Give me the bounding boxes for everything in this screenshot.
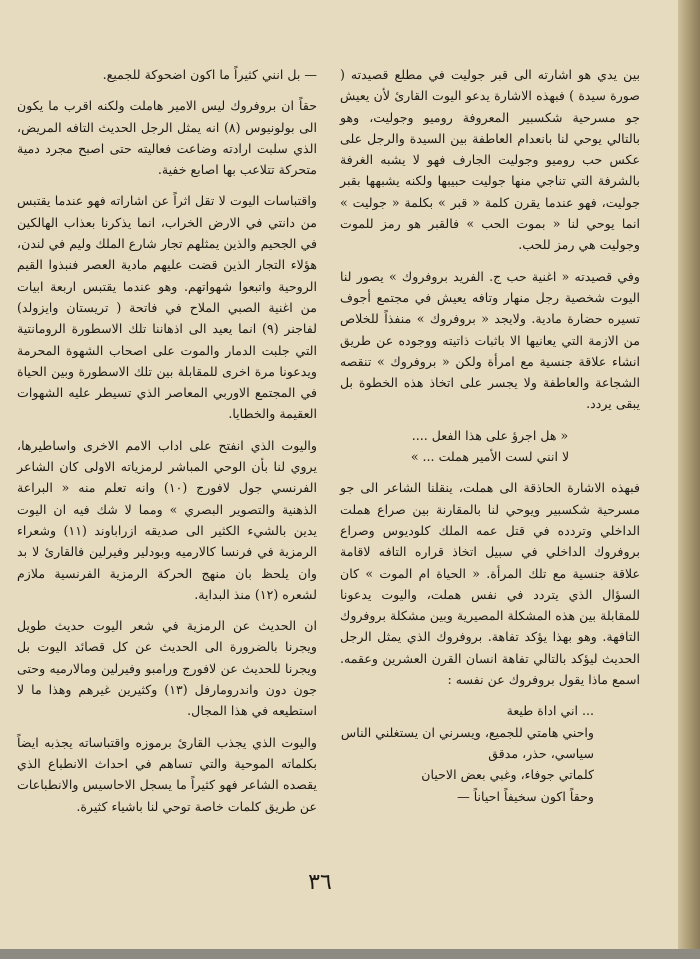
paragraph: واليوت الذي انفتح على اداب الامم الاخرى واساطيرها، يروي لنا بأن الوحي المباشر لرمزياته الاولى كان الشاعر الفرنسي جول لافورج (١٠) وانه تعلم منه « البراعة الذهنية والتصوير البصري » ومما لا شك فيه ان اليوت يدين بالشيء الكثير الى صديقه ازراباوند (١١) وشعراء الرمزية في فرنسا كالارميه وبودلير وفيرلين فالقارئ لا بد وان يلحظ بان منهج الحركة الرمزية الفرنسية ملازم لشعره (١٢) منذ البداية. (17, 437, 317, 602)
verse-line: ... اني اداة طيعة (506, 703, 594, 719)
paragraph: واليوت الذي يجذب القارئ برموزه واقتباساته يجذبه ايضاً بكلماته الموحية والتي تساهم في احداث الانطباع الذي يقصده الشاعر فهو كثيراً ما يسجل الاحاسيس والانطباعات عن طريق كلمات خاصة توحي لنا باشياء كثيرة. (17, 734, 317, 814)
verse-line: كلماتي جوفاء، وغبي بعض الاحيان (421, 767, 594, 783)
verse-line: واحني هامتي للجميع، ويسرني ان يستغلني الناس (340, 724, 594, 740)
paragraph: واقتباسات اليوت لا تقل اثراً عن اشاراته فهو عندما يقتبس من دانتي في الارض الخراب، انما يذكرنا بعذاب الهالكين في الجحيم والذين يمثلهم تجار شارع الملك وليم في لندن، هؤلاء التجار الذين قضت عليهم مادية العصر فنبذوا القيم الروحية واتبعوا شهواتهم. وهو عندما يقتبس اربعة ابيات من اغنية الصبي الملاح في فاتحة ( تريستان وايزولد) لفاجنر (٩) انما يعيد الى اذهاننا تلك الاسطورة الرومانتية التي جلبت الدمار والموت على اصحاب الشهوة المحرمة ويدعونا مرة اخرى للمقابلة بين تلك الاسطورة وبين الحياة في المجتمع الاوربي المعاصر الذي تسيطر عليه الشهوات العقيمة والخطايا. (17, 193, 317, 422)
right-column (340, 64, 640, 817)
verse-line: سياسي، حذر، مدقق (488, 745, 594, 761)
verse-quote (340, 700, 640, 806)
paragraph: بين يدي هو اشارته الى قبر جوليت في مطلع قصيدته ( صورة سيدة ) فبهذه الاشارة يدعو اليوت القارئ لأن يعيش جو مسرحية شكسبير المعروفة روميو وجوليت، وهو بالتالي يوحي لنا بانعدام العاطفة بين السيدة والرجل على عكس حب روميو وجوليت الجارف فهو لا يشبه الغرفة بالشرفة التي تناجي منها جوليت حبيبها ولكنه يشبهها بقبر جوليت، فهو عندما يقرن كلمة « قبر » بكلمة « جوليت » انما يوحي لنا « بموت الحب » فالقبر هو رمز للموت وجوليت هي رمز للحب. (340, 67, 640, 253)
verse-line: « هل اجرؤ على هذا الفعل .... (411, 427, 569, 443)
verse-line: وحقاً اكون سخيفاً احياناً — (457, 788, 594, 804)
paragraph: حقاً ان بروفروك ليس الامير هاملت ولكنه اقرب ما يكون الى بولونيوس (٨) انه يمثل الرجل الحديث التافه المريض، الذي سلبت ارادته وضاعت فعاليته حتى اصبح مجرد دمية متحركة تتلاعب بها اصابع خفية. (17, 98, 317, 178)
page-number: ٣٦ (308, 870, 332, 895)
page-edge-bottom (0, 949, 700, 959)
paragraph: وفي قصيدته « اغنية حب ج. الفريد بروفروك » يصور لنا اليوت شخصية رجل منهار وتافه يعيش في مجتمع أجوف تسيره حضارة مادية. ولايجد « بروفروك » منفذاً للخلاص من الازمة التي يعانيها الا باثبات ذاتيته ووجوده عن طريق انشاء علاقة جنسية مع امرأة ولكن « بروفروك » تنقصه الشجاعة والعاطفة ولا يجسر على اتخاذ هذه الخطوة بل يبقى يردد. (340, 268, 640, 412)
verse-quote (340, 425, 640, 468)
paragraph: — بل انني كثيراً ما اكون اضحوكة للجميع. (102, 67, 317, 82)
paragraph: ان الحديث عن الرمزية في شعر اليوت حديث طويل ويجرنا بالضرورة الى الحديث عن كل قصائد اليوت بل ويجرنا للحديث عن لافورج ورامبو وفيرلين ومالارميه وحتى جون دون واندرومارفل (١٣) وكثيرين غيرهم وهذا ما لا استطيعه في هذا المجال. (17, 618, 317, 719)
left-column (17, 64, 317, 827)
paragraph: فبهذه الاشارة الحاذقة الى هملت، ينقلنا الشاعر الى جو مسرحية شكسبير ويوحي لنا بالمقارنة بين صراع هملت الداخلي وتردده في قتل عمه الملك كلوديوس وصراع بروفروك الداخلي في سبيل اتخاذ قراره التافه لاقامة علاقة جنسية مع تلك المرأة. « الحياة ام الموت » كان السؤال الذي يتردد في نفس هملت، واليوت يدعونا للمقابلة بين هذه المشكلة المصيرية وبين مشكلة بروفروك التافهة. وهو بهذا يؤكد تفاهة. بروفروك الذي يمثل الرجل الحديث ليؤكد بالتالي تفاهة انسان القرن العشرين وعقمه. اسمع ماذا يقول بروفروك عن نفسه : (340, 480, 640, 688)
verse-line: لا انني لست الأمير هملت ... » (410, 449, 570, 465)
page-edge-right (678, 0, 700, 959)
